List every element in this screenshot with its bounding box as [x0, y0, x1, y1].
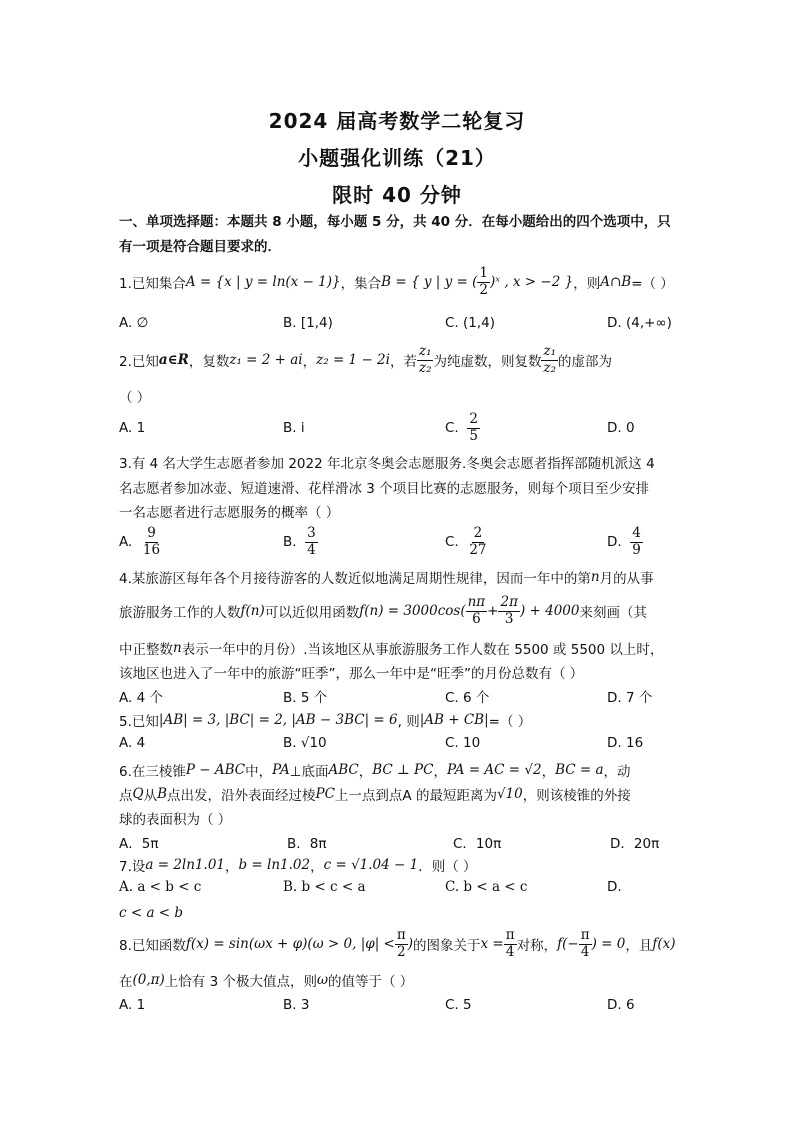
q6-line-2d: 上一点到点A 的最短距离为 — [334, 788, 497, 804]
q4-line-1b: 月的从事 — [599, 571, 654, 587]
q8-zero-post: ) = 0 — [591, 936, 626, 952]
q6-q: Q — [132, 786, 144, 802]
q8-fn-frac-den: 2 — [397, 943, 406, 960]
section-header-line1: 一、单项选择题：本题共 8 小题，每小题 5 分，共 40 分．在每小题给出的四个选项中，只 — [119, 214, 671, 230]
q4-frac-1-den: 6 — [472, 610, 481, 627]
q8-zero-frac-num: π — [580, 926, 590, 943]
q8-zero-pre: f(− — [557, 936, 579, 952]
q4-line-2c: 来刻画（其 — [579, 605, 647, 621]
q3-option-d-frac — [630, 526, 643, 558]
q8-axis-frac-num: π — [505, 926, 515, 943]
q2-ratio-1 — [417, 344, 434, 376]
q3-option-a-label: A. — [119, 534, 133, 550]
q8-fn-post: ) — [407, 936, 414, 952]
q4-option-a: A. 4 个 — [119, 690, 163, 706]
q4-frac-2 — [498, 595, 519, 627]
q1-option-c: C. (1,4) — [445, 315, 496, 331]
q6-pc: PC — [315, 786, 335, 802]
q8-axis-frac-den: 4 — [505, 943, 515, 960]
q5-text-a: 5.已知 — [119, 714, 159, 730]
q2-option-c — [445, 408, 480, 448]
q5-text-b: , 则 — [397, 714, 420, 730]
q4-line-2a: 旅游服务工作的人数 — [119, 605, 241, 621]
q1-text-a: 1.已知集合 — [119, 276, 186, 292]
q6-b: B — [157, 786, 167, 802]
q2-text-e: 的虚部为 — [558, 354, 613, 370]
q6-option-a: A．5π — [119, 836, 159, 852]
q7-c: c = √1.04 − 1 — [323, 857, 419, 873]
question-1-stem — [119, 262, 674, 302]
q7-a: a = 2ln1.01 — [145, 857, 225, 873]
q3-option-d-label: D. — [607, 534, 622, 550]
q7-option-b: B. b < c < a — [283, 879, 366, 895]
q3-option-b — [283, 522, 318, 562]
q1-set-a: A = {x | y = ln(x − 1)} — [185, 274, 341, 290]
q4-option-b: B. 5 个 — [283, 690, 328, 706]
q6-line-1a: 6.在三棱锥 — [119, 764, 186, 780]
q2-text-d: 为纯虚数，则复数 — [433, 354, 542, 370]
q7-stem — [119, 853, 477, 877]
q8-zero-frac-den: 4 — [580, 943, 590, 960]
q3-option-c-den: 27 — [469, 541, 487, 558]
q8-line-1 — [119, 922, 675, 966]
q2-text-a: 2.已知 — [119, 354, 159, 370]
q1-set-b-post: )ˣ , x > −2 } — [489, 274, 574, 290]
q8-option-d: D. 6 — [607, 997, 635, 1013]
q2-answer-paren: （ ） — [119, 390, 151, 406]
q2-ratio-2 — [541, 344, 558, 376]
q3-option-b-label: B. — [283, 534, 297, 550]
doc-subtitle: 小题强化训练（21） — [298, 146, 496, 170]
q5-text-c: =（ ） — [488, 714, 532, 730]
q8-option-c: C. 5 — [445, 997, 472, 1013]
q6-line-2 — [119, 782, 631, 806]
q6-pa: PA — [272, 762, 290, 778]
q1-option-d: D. (4,+∞) — [607, 315, 672, 331]
q6-pa-ac: PA = AC = √2 — [446, 762, 542, 778]
q6-abc: ABC — [328, 762, 359, 778]
q5-option-a: A. 4 — [119, 735, 146, 751]
q5-expr: |AB| = 3, |BC| = 2, |AB − 3BC| = 6 — [158, 712, 398, 728]
q8-line-2a: 在 — [119, 974, 133, 990]
q5-option-b: B. √10 — [283, 735, 327, 751]
q6-line-2a: 点 — [119, 788, 133, 804]
q1-text-d: =（ ） — [631, 276, 674, 292]
q4-line-2 — [119, 588, 647, 634]
q7-b: b = ln1.02 — [238, 857, 311, 873]
q6-line-3: 球的表面积为（ ） — [119, 812, 232, 828]
q3-line-1: 3.有 4 名大学生志愿者参加 2022 年北京冬奥会志愿服务.冬奥会志愿者指挥部随机派这 4 — [119, 456, 655, 472]
q4-line-1 — [119, 565, 654, 589]
q1-option-b: B. [1,4) — [283, 315, 333, 331]
q2-option-d: D. 0 — [607, 420, 635, 436]
q4-line-3a: 中正整数 — [119, 642, 173, 658]
q8-text-a: 8.已知函数 — [119, 938, 186, 954]
q8-fn-frac — [395, 928, 408, 960]
q6-line-1c: ⊥底面 — [289, 764, 329, 780]
q8-interval: (0,π) — [132, 972, 165, 988]
q6-bc-a: BC = a — [555, 762, 604, 778]
q3-option-c-frac — [467, 526, 488, 558]
q4-line-3 — [119, 636, 663, 660]
q4-line-3b: 表示一年中的月份）.当该地区从事旅游服务工作人数在 5500 或 5500 以上时， — [181, 642, 664, 658]
q3-option-a — [119, 522, 162, 562]
q4-frac-1 — [466, 595, 488, 627]
q4-line-4: 该地区也进入了一年中的旅游“旺季”，那么一年中是“旺季”的月份总数有（ ） — [119, 666, 584, 682]
q2-option-c-num: 2 — [469, 410, 478, 427]
q2-ratio-2-den: z₂ — [543, 359, 557, 376]
q8-text-d: ，且 — [625, 938, 653, 954]
q8-omega: ω — [316, 972, 328, 988]
q4-plus: + — [487, 603, 499, 619]
q2-condition: a∈R — [158, 352, 189, 368]
q6-line-2c: 点出发，沿外表面经过棱 — [167, 788, 316, 804]
q8-fn-pre: f(x) = sin(ωx + φ)(ω > 0, |φ| < — [185, 936, 395, 952]
q2-ratio-1-den: z₂ — [418, 359, 432, 376]
q7-sep-1: ， — [225, 859, 239, 875]
q3-line-2: 名志愿者参加冰壶、短道速滑、花样滑冰 3 个项目比赛的志愿服务，则每个项目至少安排 — [119, 481, 650, 497]
q1-option-a: A. ∅ — [119, 315, 149, 331]
q2-ratio-2-num: z₁ — [543, 342, 557, 359]
q8-axis-pre: x = — [480, 936, 504, 952]
q6-option-c: C．10π — [453, 836, 502, 852]
q1-frac-num: 1 — [479, 264, 488, 281]
q7-text-a: 7.设 — [119, 859, 146, 875]
q6-option-b: B．8π — [287, 836, 327, 852]
q3-option-a-frac — [141, 526, 162, 558]
section-header-line2: 有一项是符合题目要求的． — [119, 239, 281, 255]
q8-text-c: 对称， — [516, 938, 558, 954]
q2-z2: z₂ = 1 − 2i — [316, 352, 390, 368]
q1-text-b: ，集合 — [340, 276, 382, 292]
q1-text-c: ，则 — [573, 276, 601, 292]
q3-option-b-frac — [305, 526, 318, 558]
q3-option-c — [445, 522, 489, 562]
q2-ratio-1-num: z₁ — [418, 342, 432, 359]
q3-option-b-den: 4 — [307, 541, 316, 558]
q3-option-a-den: 16 — [142, 541, 161, 558]
doc-title: 2024 届高考数学二轮复习 — [268, 109, 526, 133]
q4-line-1a: 4.某旅游区每年各个月接待游客的人数近似地满足周期性规律，因而一年中的第 — [119, 571, 591, 587]
q7-text-b: ．则（ ） — [418, 859, 477, 875]
q3-option-d — [607, 522, 643, 562]
q4-formula-pre: f(n) = 3000cos( — [359, 603, 466, 619]
q5-option-c: C. 10 — [445, 735, 481, 751]
q2-separator: ， — [302, 354, 317, 370]
q2-z1: z₁ = 2 + ai — [229, 352, 303, 368]
q4-formula-post: ) + 4000 — [519, 603, 580, 619]
q3-option-d-num: 4 — [632, 524, 641, 541]
q6-pyramid: P − ABC — [185, 762, 246, 778]
q4-frac-2-den: 3 — [504, 610, 514, 627]
q5-stem — [119, 708, 531, 732]
q5-option-d: D. 16 — [607, 735, 644, 751]
q3-option-d-den: 9 — [632, 541, 641, 558]
q8-text-b: 的图象关于 — [413, 938, 481, 954]
q3-line-3: 一名志愿者进行志愿服务的概率（ ） — [119, 505, 340, 521]
q6-sqrt10: √10 — [496, 786, 523, 802]
doc-time-limit: 限时 40 分钟 — [332, 183, 462, 207]
q8-option-a: A. 1 — [119, 997, 146, 1013]
q4-frac-1-num: nπ — [467, 593, 486, 610]
q1-expr: A∩B — [600, 274, 632, 290]
q2-text-c: ，若 — [389, 354, 417, 370]
q1-set-b-frac — [477, 266, 490, 298]
q7-option-d-value: c < a < b — [119, 905, 184, 921]
q6-sep-1: ， — [358, 764, 373, 780]
q8-line-2c: 的值等于（ ） — [327, 974, 414, 990]
question-2-stem — [119, 340, 612, 380]
q6-option-d: D．20π — [610, 836, 660, 852]
q6-line-1b: 中， — [245, 764, 273, 780]
q8-fx: f(x) — [652, 936, 676, 952]
q6-line-1d: ，动 — [603, 764, 631, 780]
q7-option-c: C. b < a < c — [445, 879, 528, 895]
q3-option-c-label: C. — [445, 534, 459, 550]
q1-set-b-pre: B = { y | y = ( — [381, 274, 478, 290]
q2-text-b: ，复数 — [188, 354, 230, 370]
q8-line-2b: 上恰有 3 个极大值点，则 — [164, 974, 317, 990]
q8-line-2 — [119, 968, 413, 992]
q4-option-d: D. 7 个 — [607, 690, 653, 706]
q5-expr2: |AB + CB| — [419, 712, 489, 728]
q4-var-n: n — [590, 569, 600, 585]
q7-option-d: D. — [607, 879, 622, 895]
q4-frac-2-num: 2π — [500, 593, 518, 610]
q6-sep-2: ， — [433, 764, 447, 780]
q8-zero-frac — [579, 928, 592, 960]
q2-option-c-den: 5 — [469, 427, 478, 444]
q6-line-1 — [119, 758, 631, 782]
q3-option-b-num: 3 — [307, 524, 316, 541]
q6-sep-3: ， — [541, 764, 556, 780]
q7-option-a: A. a < b < c — [119, 879, 202, 895]
q2-option-a: A. 1 — [119, 420, 146, 436]
q4-line-2b: 可以近似用函数 — [264, 605, 360, 621]
q3-option-c-num: 2 — [473, 524, 483, 541]
q8-option-b: B. 3 — [283, 997, 310, 1013]
q4-option-c: C. 6 个 — [445, 690, 490, 706]
q2-option-c-label: C. — [445, 420, 459, 436]
q2-option-c-frac — [467, 412, 480, 444]
q3-option-a-num: 9 — [147, 524, 156, 541]
q2-option-b: B. i — [283, 420, 305, 436]
q1-frac-den: 2 — [479, 281, 488, 298]
q8-fn-frac-num: π — [396, 926, 406, 943]
q7-sep-2: ， — [310, 859, 324, 875]
q6-line-2b: 从 — [143, 788, 158, 804]
q6-bc-perp-pc: BC ⊥ PC — [372, 762, 434, 778]
q8-axis-frac — [504, 928, 517, 960]
q6-line-2e: ，则该棱锥的外接 — [522, 788, 631, 804]
q4-var-n-2: n — [173, 640, 182, 656]
q4-fn: f(n) — [240, 603, 265, 619]
